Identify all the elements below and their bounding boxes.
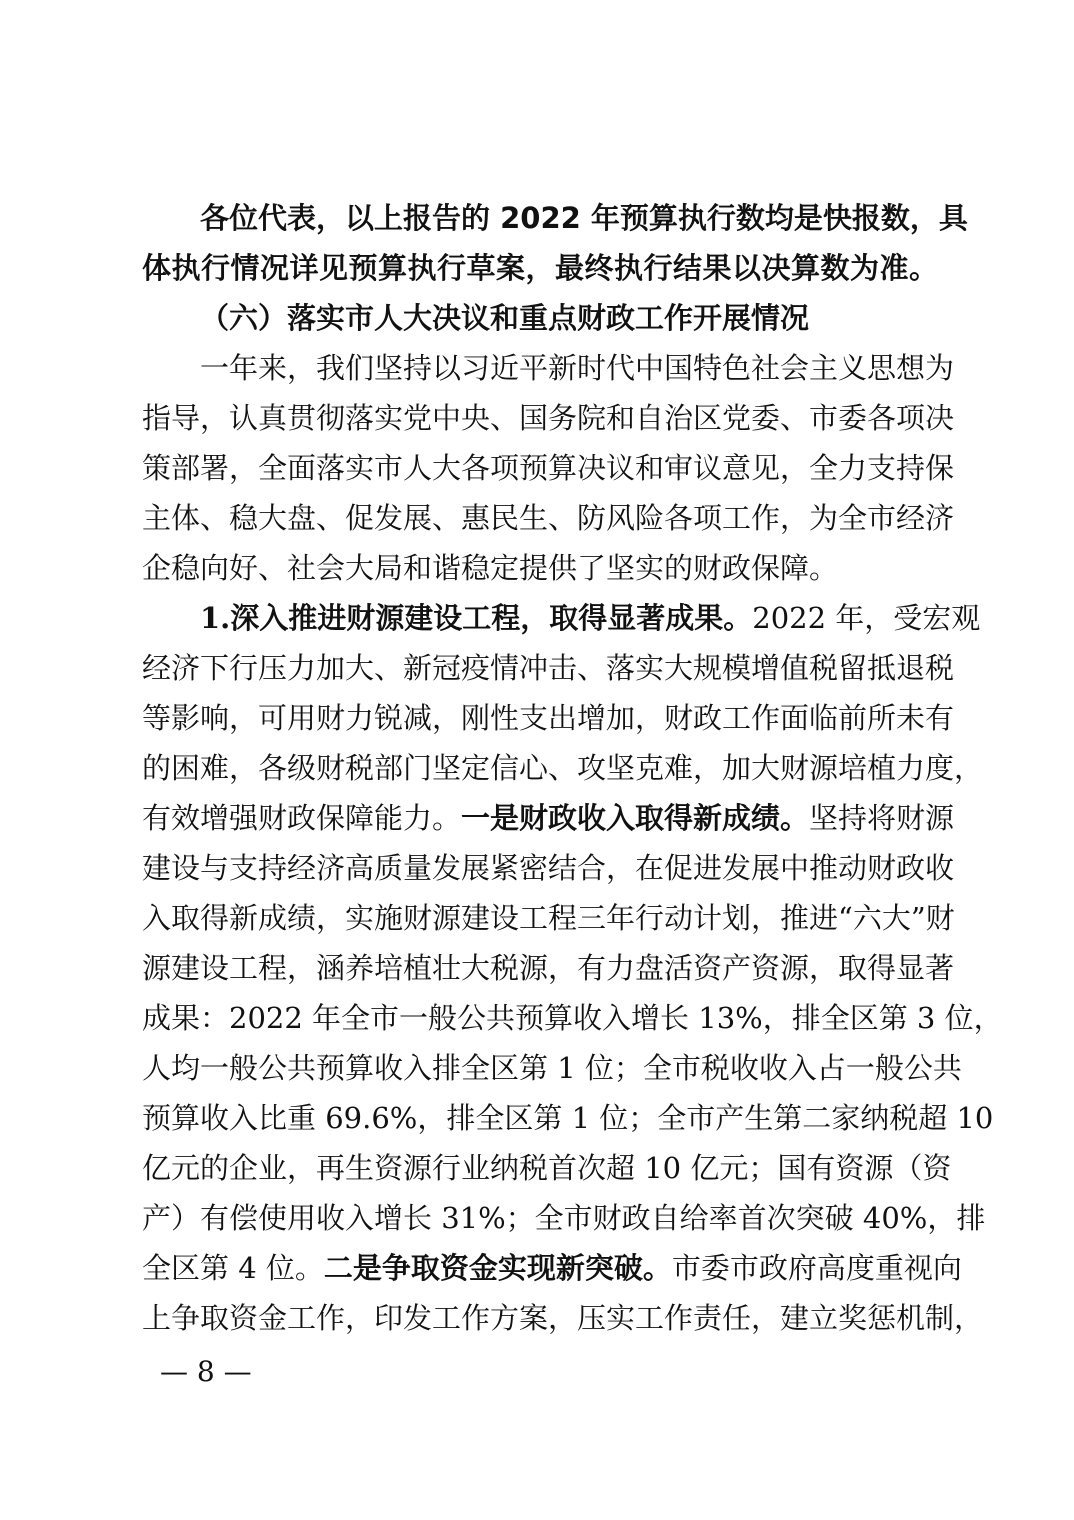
paragraph-3-line-15: 上争取资金工作，印发工作方案，压实工作责任，建立奖惩机制， [142, 1301, 984, 1335]
paragraph-3-line-5-start: 有效增强财政保障能力。 [142, 801, 462, 835]
paragraph-3-line-1 [200, 593, 981, 643]
paragraph-3-line-6: 建设与支持经济高质量发展紧密结合，在促进发展中推动财政收 [142, 851, 955, 885]
subheading-1: 1.深入推进财源建设工程，取得显著成果。 [200, 601, 753, 635]
paragraph-3-line-2: 经济下行压力加大、新冠疫情冲击、落实大规模增值税留抵退税 [142, 651, 955, 685]
section-heading: （六）落实市人大决议和重点财政工作开展情况 [200, 301, 810, 335]
paragraph-3-line-11: 预算收入比重 69.6%，排全区第 1 位；全市产生第二家纳税超 10 [142, 1101, 994, 1135]
paragraph-3-line-3: 等影响，可用财力锐减，刚性支出增加，财政工作面临前所未有 [142, 701, 955, 735]
highlight-second-point: 二是争取资金实现新突破。 [323, 1251, 672, 1285]
paragraph-2-line-2: 指导，认真贯彻落实党中央、国务院和自治区党委、市委各项决 [142, 401, 955, 435]
paragraph-3-line-5 [142, 793, 955, 843]
paragraph-2-line-4: 主体、稳大盘、促发展、惠民生、防风险各项工作，为全市经济 [142, 501, 955, 535]
paragraph-3-line-4: 的困难，各级财税部门坚定信心、攻坚克难，加大财源培植力度， [142, 751, 984, 785]
paragraph-3-line-5-end: 坚持将财源 [809, 801, 955, 835]
paragraph-3-line-7: 入取得新成绩，实施财源建设工程三年行动计划，推进“六大”财 [142, 901, 955, 935]
paragraph-2-line-5: 企稳向好、社会大局和谐稳定提供了坚实的财政保障。 [142, 551, 839, 585]
paragraph-3-line-12: 亿元的企业，再生资源行业纳税首次超 10 亿元；国有资源（资 [142, 1151, 952, 1185]
paragraph-3-line-9: 成果：2022 年全市一般公共预算收入增长 13%，排全区第 3 位， [142, 1001, 1003, 1035]
paragraph-2-line-3: 策部署，全面落实市人大各项预算决议和审议意见，全力支持保 [142, 451, 955, 485]
paragraph-3-line-14-start: 全区第 4 位。 [142, 1251, 324, 1285]
page-number: — 8 — [160, 1355, 252, 1388]
paragraph-3-line-1-rest: 2022 年，受宏观 [752, 601, 981, 635]
paragraph-3-line-14 [142, 1243, 962, 1293]
paragraph-2-line-1: 一年来，我们坚持以习近平新时代中国特色社会主义思想为 [200, 351, 955, 385]
paragraph-3-line-13: 产）有偿使用收入增长 31%；全市财政自给率首次突破 40%，排 [142, 1201, 986, 1235]
paragraph-1-line-2: 体执行情况详见预算执行草案，最终执行结果以决算数为准。 [142, 251, 938, 285]
highlight-first-point: 一是财政收入取得新成绩。 [461, 801, 810, 835]
paragraph-1-line-1: 各位代表，以上报告的 2022 年预算执行数均是快报数，具 [200, 201, 968, 235]
paragraph-3-line-10: 人均一般公共预算收入排全区第 1 位；全市税收收入占一般公共 [142, 1051, 962, 1085]
paragraph-3-line-14-end: 市委市政府高度重视向 [671, 1251, 962, 1285]
paragraph-3-line-8: 源建设工程，涵养培植壮大税源，有力盘活资产资源，取得显著 [142, 951, 955, 985]
